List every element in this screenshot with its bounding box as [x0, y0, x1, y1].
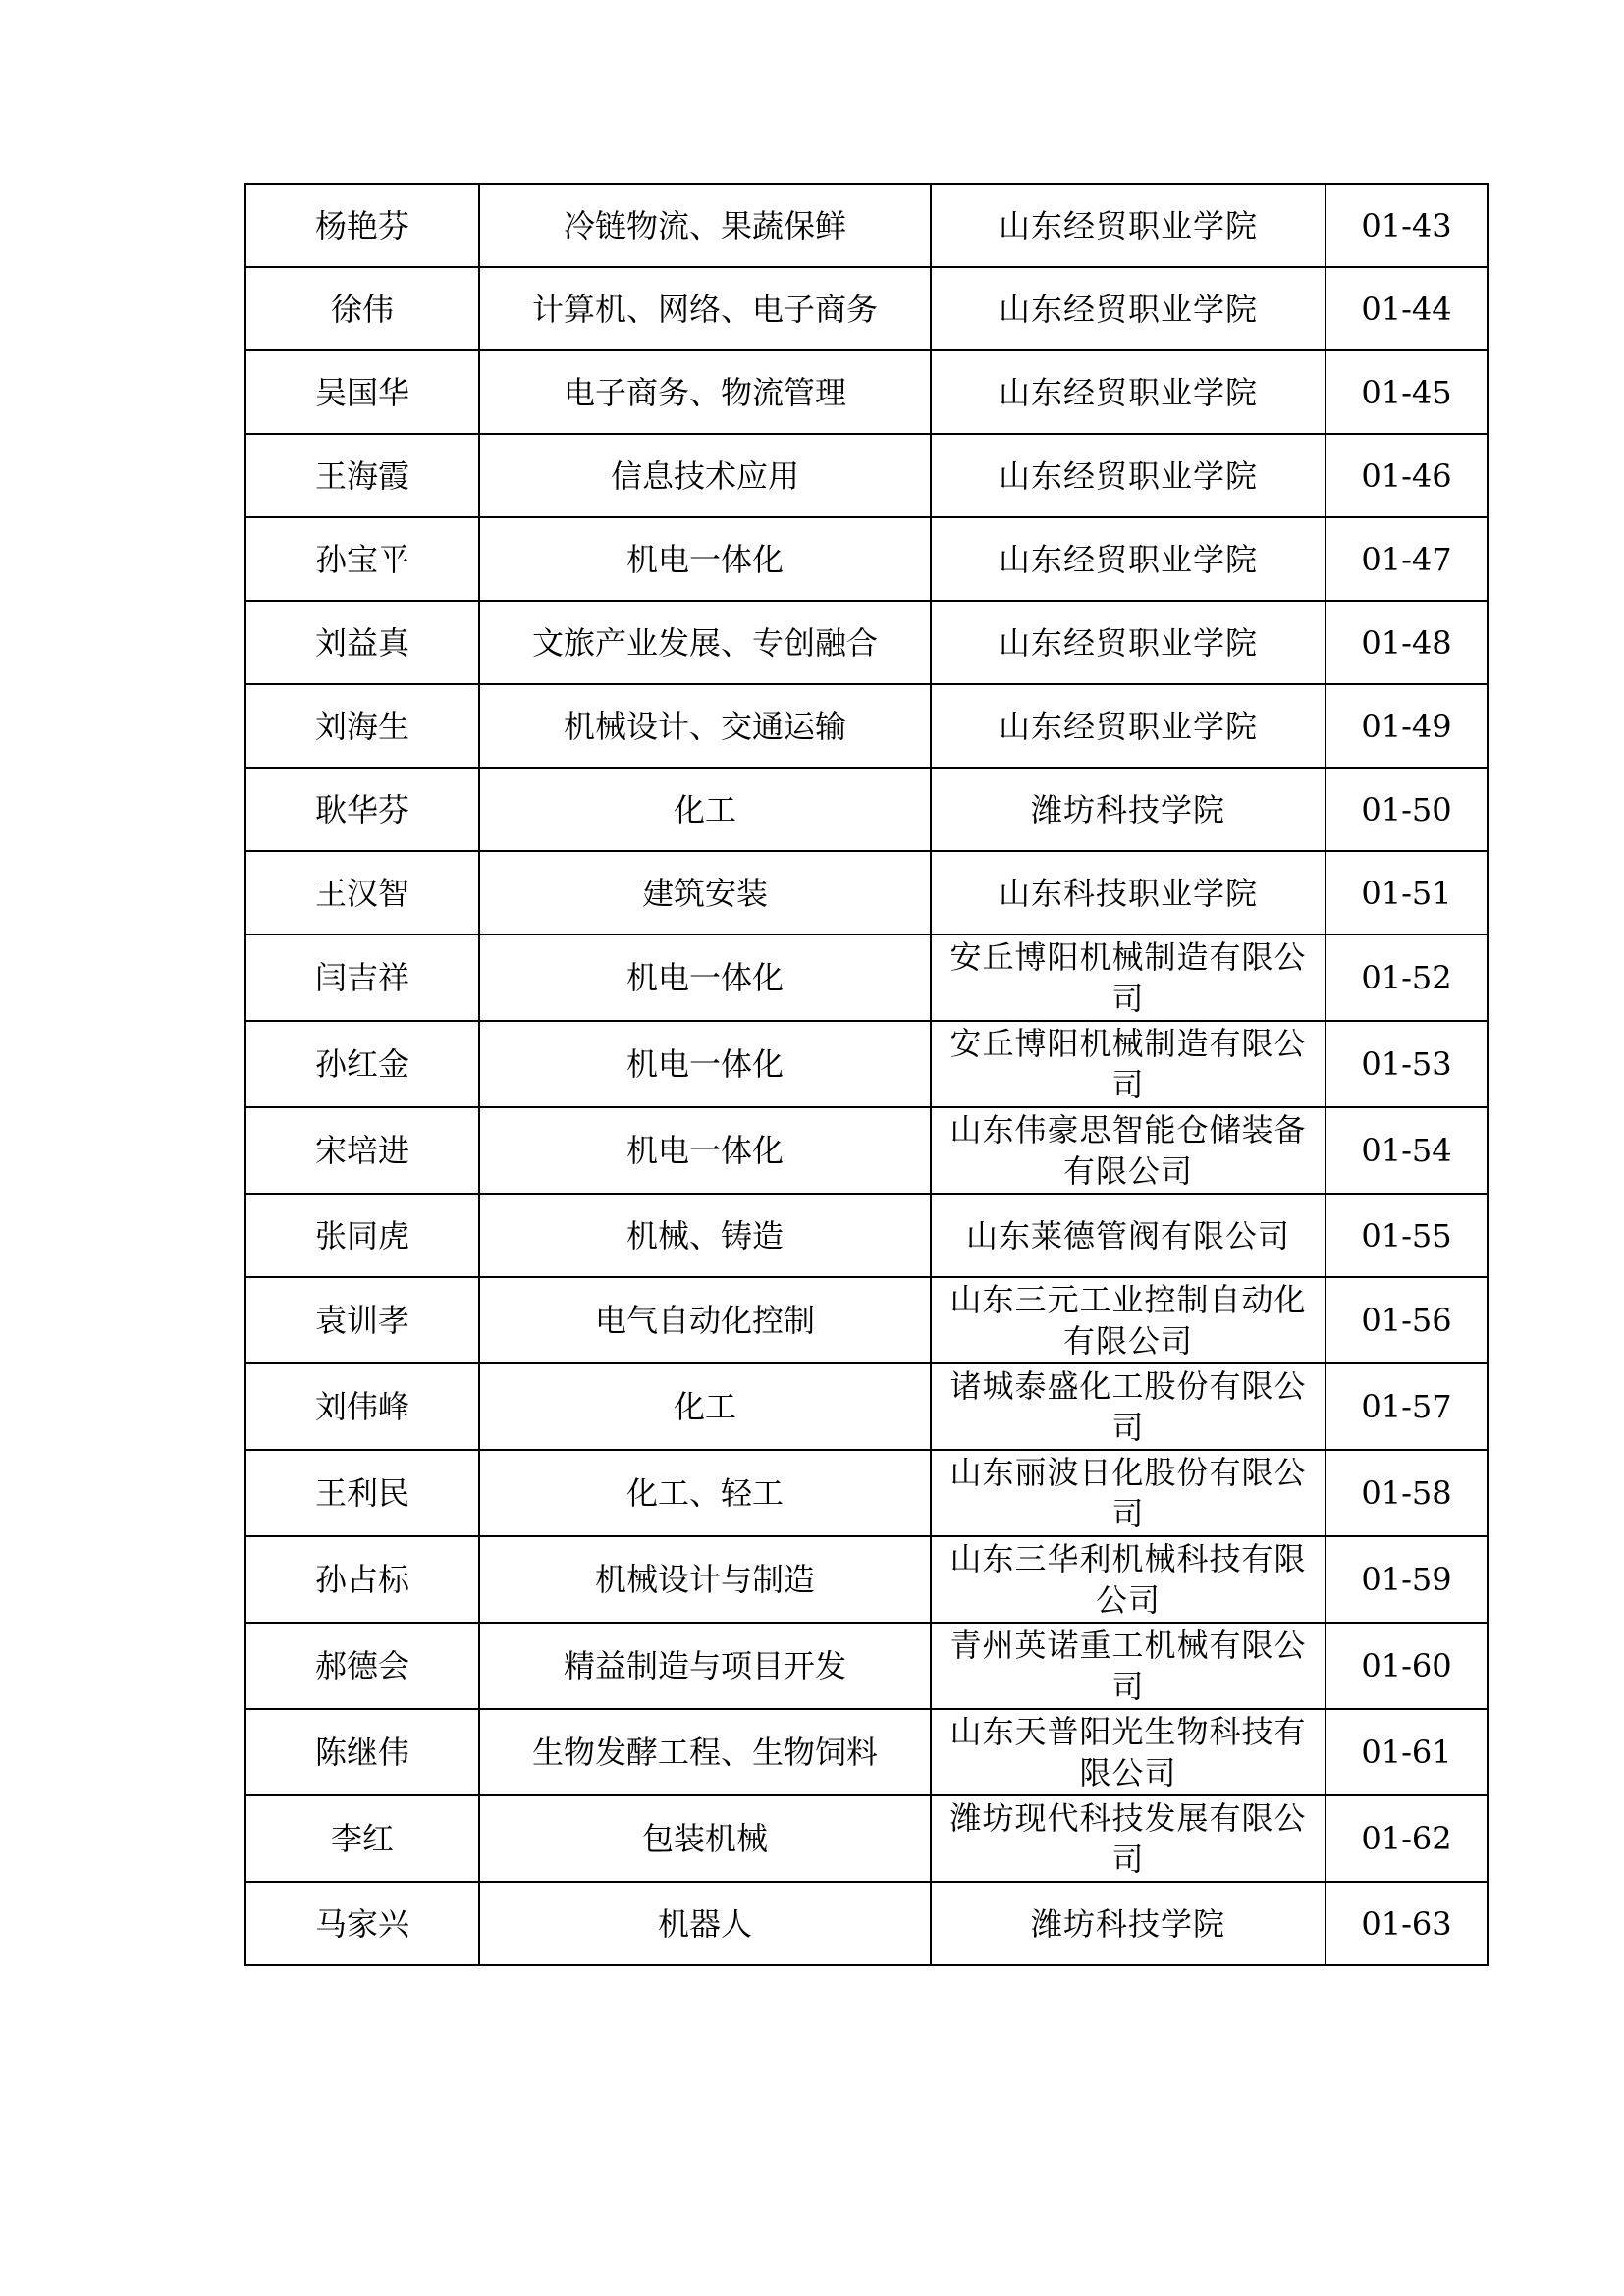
- table-row: [245, 768, 1488, 851]
- table-row: [245, 267, 1488, 350]
- table-row: [245, 601, 1488, 684]
- expert-code-cell: 01-57: [1326, 1363, 1488, 1450]
- expert-code-cell: 01-53: [1326, 1021, 1488, 1107]
- expert-code-cell: 01-61: [1326, 1709, 1488, 1795]
- expert-organization-cell: 诸城泰盛化工股份有限公司: [931, 1363, 1326, 1450]
- table-row: [245, 350, 1488, 434]
- table-row: [245, 1450, 1488, 1536]
- expert-code-cell: 01-60: [1326, 1623, 1488, 1709]
- expert-code-cell: 01-47: [1326, 517, 1488, 601]
- expert-field-cell: 包装机械: [479, 1795, 931, 1882]
- expert-field-cell: 冷链物流、果蔬保鲜: [479, 184, 931, 267]
- expert-field-cell: 信息技术应用: [479, 434, 931, 517]
- table-row: [245, 1277, 1488, 1363]
- table-row: [245, 517, 1488, 601]
- expert-code-cell: 01-58: [1326, 1450, 1488, 1536]
- expert-organization-cell: 青州英诺重工机械有限公司: [931, 1623, 1326, 1709]
- expert-organization-cell: 潍坊现代科技发展有限公司: [931, 1795, 1326, 1882]
- expert-name-cell: 王利民: [245, 1450, 479, 1536]
- expert-field-cell: 机械设计与制造: [479, 1536, 931, 1623]
- expert-name-cell: 刘海生: [245, 684, 479, 768]
- expert-organization-cell: 山东经贸职业学院: [931, 267, 1326, 350]
- table-row: [245, 934, 1488, 1021]
- table-row: [245, 684, 1488, 768]
- expert-name-cell: 李红: [245, 1795, 479, 1882]
- expert-code-cell: 01-56: [1326, 1277, 1488, 1363]
- expert-organization-cell: 山东丽波日化股份有限公司: [931, 1450, 1326, 1536]
- expert-name-cell: 王汉智: [245, 851, 479, 934]
- expert-code-cell: 01-46: [1326, 434, 1488, 517]
- table-row: [245, 851, 1488, 934]
- expert-name-cell: 宋培进: [245, 1107, 479, 1194]
- table-row: [245, 1021, 1488, 1107]
- table-row: [245, 1194, 1488, 1277]
- expert-field-cell: 化工: [479, 1363, 931, 1450]
- table-row: [245, 1363, 1488, 1450]
- expert-name-cell: 陈继伟: [245, 1709, 479, 1795]
- expert-name-cell: 孙宝平: [245, 517, 479, 601]
- expert-organization-cell: 山东经贸职业学院: [931, 350, 1326, 434]
- expert-name-cell: 郝德会: [245, 1623, 479, 1709]
- expert-code-cell: 01-43: [1326, 184, 1488, 267]
- expert-name-cell: 王海霞: [245, 434, 479, 517]
- expert-field-cell: 机械设计、交通运输: [479, 684, 931, 768]
- expert-organization-cell: 潍坊科技学院: [931, 768, 1326, 851]
- table-row: [245, 1536, 1488, 1623]
- expert-field-cell: 机电一体化: [479, 517, 931, 601]
- expert-field-cell: 电子商务、物流管理: [479, 350, 931, 434]
- expert-code-cell: 01-45: [1326, 350, 1488, 434]
- expert-code-cell: 01-49: [1326, 684, 1488, 768]
- expert-code-cell: 01-55: [1326, 1194, 1488, 1277]
- expert-name-cell: 孙占标: [245, 1536, 479, 1623]
- expert-organization-cell: 安丘博阳机械制造有限公司: [931, 934, 1326, 1021]
- expert-organization-cell: 山东经贸职业学院: [931, 601, 1326, 684]
- expert-code-cell: 01-44: [1326, 267, 1488, 350]
- expert-code-cell: 01-62: [1326, 1795, 1488, 1882]
- expert-field-cell: 机械、铸造: [479, 1194, 931, 1277]
- expert-field-cell: 机电一体化: [479, 934, 931, 1021]
- expert-code-cell: 01-51: [1326, 851, 1488, 934]
- roster-table-body: [245, 184, 1488, 1965]
- expert-name-cell: 袁训孝: [245, 1277, 479, 1363]
- expert-field-cell: 建筑安装: [479, 851, 931, 934]
- expert-name-cell: 耿华芬: [245, 768, 479, 851]
- expert-roster-table: [244, 183, 1489, 1966]
- expert-field-cell: 精益制造与项目开发: [479, 1623, 931, 1709]
- expert-name-cell: 吴国华: [245, 350, 479, 434]
- expert-organization-cell: 山东三元工业控制自动化有限公司: [931, 1277, 1326, 1363]
- expert-field-cell: 机器人: [479, 1882, 931, 1965]
- table-row: [245, 1795, 1488, 1882]
- expert-code-cell: 01-63: [1326, 1882, 1488, 1965]
- expert-organization-cell: 潍坊科技学院: [931, 1882, 1326, 1965]
- expert-name-cell: 杨艳芬: [245, 184, 479, 267]
- expert-organization-cell: 山东莱德管阀有限公司: [931, 1194, 1326, 1277]
- expert-name-cell: 刘益真: [245, 601, 479, 684]
- expert-code-cell: 01-48: [1326, 601, 1488, 684]
- expert-field-cell: 生物发酵工程、生物饲料: [479, 1709, 931, 1795]
- expert-field-cell: 化工: [479, 768, 931, 851]
- table-row: [245, 1107, 1488, 1194]
- expert-organization-cell: 山东经贸职业学院: [931, 684, 1326, 768]
- expert-organization-cell: 山东经贸职业学院: [931, 184, 1326, 267]
- expert-name-cell: 刘伟峰: [245, 1363, 479, 1450]
- expert-organization-cell: 安丘博阳机械制造有限公司: [931, 1021, 1326, 1107]
- expert-field-cell: 文旅产业发展、专创融合: [479, 601, 931, 684]
- expert-code-cell: 01-50: [1326, 768, 1488, 851]
- expert-organization-cell: 山东伟豪思智能仓储装备有限公司: [931, 1107, 1326, 1194]
- expert-field-cell: 化工、轻工: [479, 1450, 931, 1536]
- expert-code-cell: 01-54: [1326, 1107, 1488, 1194]
- expert-code-cell: 01-52: [1326, 934, 1488, 1021]
- expert-organization-cell: 山东经贸职业学院: [931, 434, 1326, 517]
- expert-organization-cell: 山东经贸职业学院: [931, 517, 1326, 601]
- expert-field-cell: 计算机、网络、电子商务: [479, 267, 931, 350]
- table-row: [245, 1709, 1488, 1795]
- table-row: [245, 1623, 1488, 1709]
- expert-organization-cell: 山东天普阳光生物科技有限公司: [931, 1709, 1326, 1795]
- expert-field-cell: 机电一体化: [479, 1107, 931, 1194]
- expert-name-cell: 孙红金: [245, 1021, 479, 1107]
- table-row: [245, 184, 1488, 267]
- expert-name-cell: 徐伟: [245, 267, 479, 350]
- expert-field-cell: 机电一体化: [479, 1021, 931, 1107]
- expert-field-cell: 电气自动化控制: [479, 1277, 931, 1363]
- expert-organization-cell: 山东科技职业学院: [931, 851, 1326, 934]
- expert-name-cell: 闫吉祥: [245, 934, 479, 1021]
- expert-name-cell: 张同虎: [245, 1194, 479, 1277]
- expert-organization-cell: 山东三华利机械科技有限公司: [931, 1536, 1326, 1623]
- expert-code-cell: 01-59: [1326, 1536, 1488, 1623]
- table-row: [245, 1882, 1488, 1965]
- table-row: [245, 434, 1488, 517]
- expert-name-cell: 马家兴: [245, 1882, 479, 1965]
